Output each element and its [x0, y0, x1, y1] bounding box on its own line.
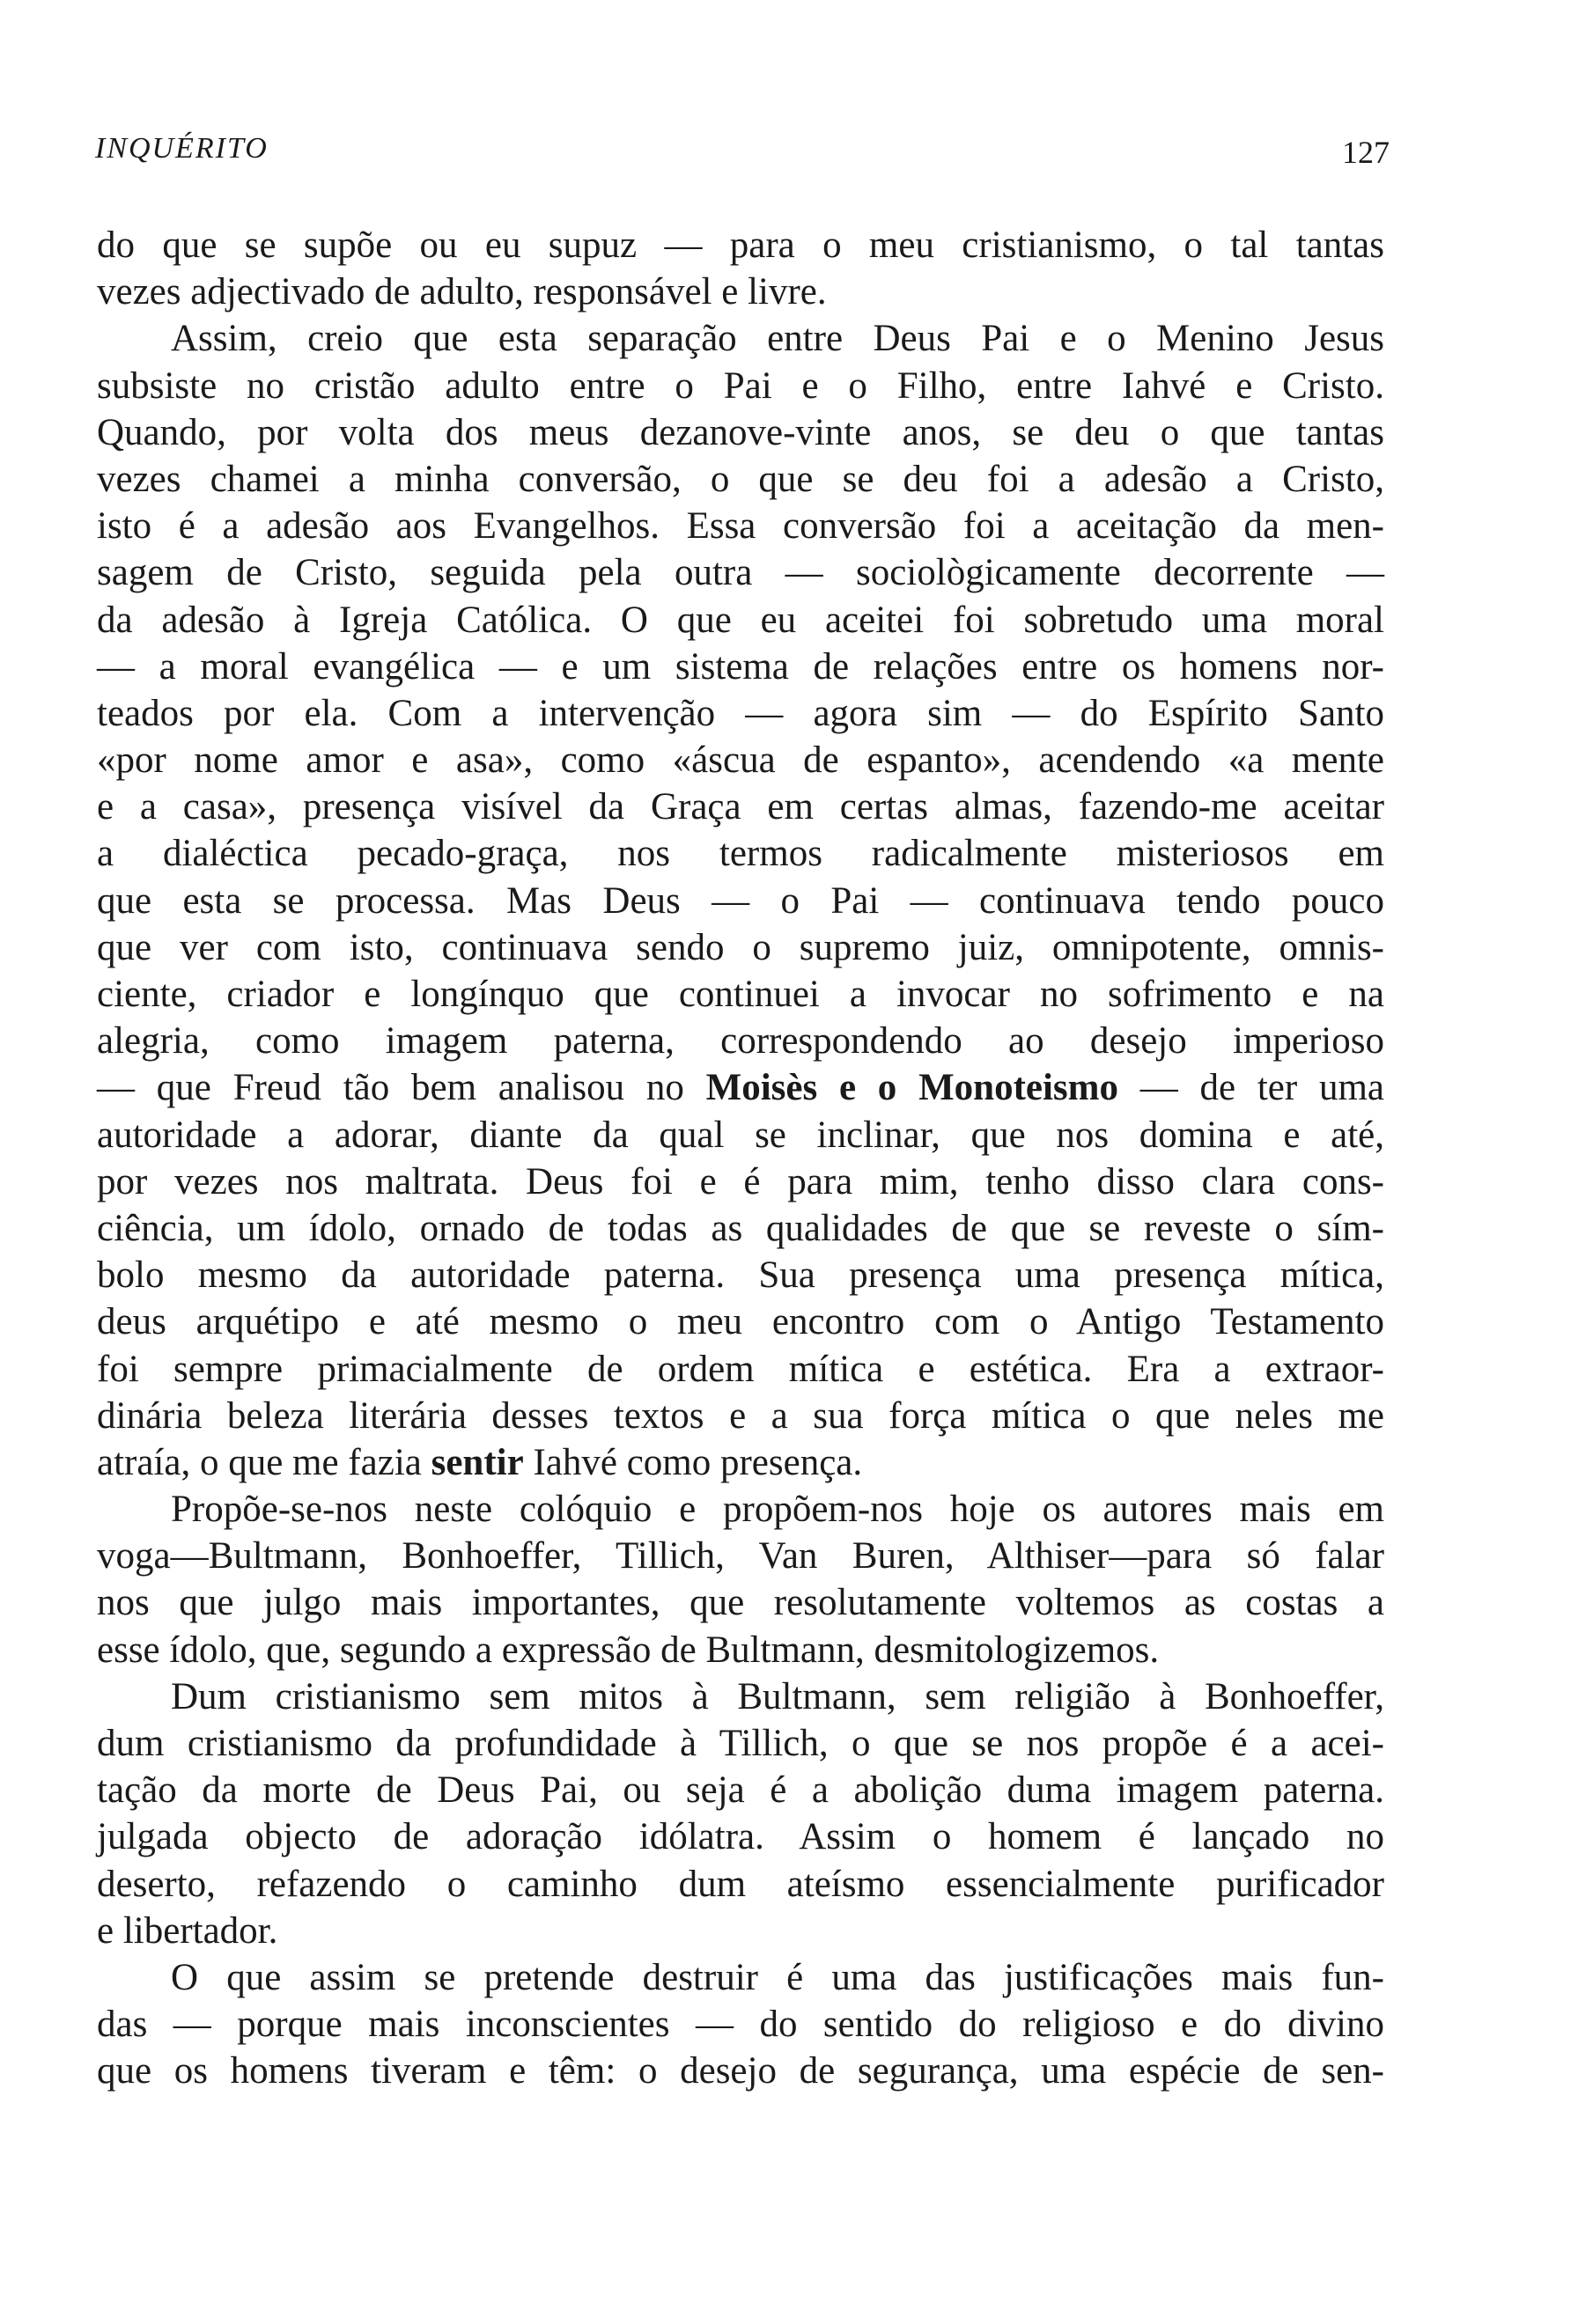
text-line: vezes adjectivado de adulto, responsável e livre.	[97, 271, 827, 313]
text-line: alegria, como imagem paterna, correspondendo ao desejo imperioso	[97, 1020, 1384, 1063]
text-line: deus arquétipo e até mesmo o meu encontro com o Antigo Testamento	[97, 1301, 1384, 1343]
text-line: da adesão à Igreja Católica. O que eu aceitei foi sobretudo uma moral	[97, 599, 1384, 641]
text-line: e a casa», presença visível da Graça em certas almas, fazendo-me aceitar	[97, 786, 1384, 828]
text-line: O que assim se pretende destruir é uma das justificações mais fun-	[171, 1956, 1384, 1998]
text-line: «por nome amor e asa», como «áscua de espanto», acendendo «a mente	[97, 739, 1384, 782]
text-line: teados por ela. Com a intervenção — agora sim — do Espírito Santo	[97, 692, 1384, 734]
text-line: julgada objecto de adoração idólatra. Assim o homem é lançado no	[97, 1816, 1384, 1858]
text-line-with-title	[97, 1064, 1384, 1111]
text-line: foi sempre primacialmente de ordem mítica e estética. Era a extraor-	[97, 1348, 1384, 1390]
text-line: — a moral evangélica — e um sistema de relações entre os homens nor-	[97, 645, 1384, 688]
text-line: por vezes nos maltrata. Deus foi e é para mim, tenho disso clara cons-	[97, 1160, 1384, 1202]
text-line: esse ídolo, que, segundo a expressão de Bultmann, desmitologizemos.	[97, 1629, 1160, 1671]
text-line: dinária beleza literária desses textos e a sua força mítica o que neles me	[97, 1394, 1384, 1437]
text-line: deserto, refazendo o caminho dum ateísmo essencialmente purificador	[97, 1863, 1384, 1905]
text-line: tação da morte de Deus Pai, ou seja é a abolição duma imagem paterna.	[97, 1769, 1384, 1812]
text-line: ciência, um ídolo, ornado de todas as qualidades de que se reveste o sím-	[97, 1207, 1384, 1249]
text-line: Dum cristianismo sem mitos à Bultmann, sem religião à Bonhoeffer,	[171, 1675, 1384, 1717]
text-line: ciente, criador e longínquo que continuei a invocar no sofrimento e na	[97, 974, 1384, 1015]
text-line: que esta se processa. Mas Deus — o Pai — continuava tendo pouco	[97, 879, 1384, 922]
text-line: que os homens tiveram e têm: o desejo de segurança, uma espécie de sen-	[97, 2050, 1384, 2092]
text-line: nos que julgo mais importantes, que resolutamente voltemos as costas a	[97, 1582, 1384, 1624]
text-run: — que Freud tão bem analisou no	[97, 1067, 706, 1109]
text-line: das — porque mais inconscientes — do sentido do religioso e do divino	[97, 2004, 1384, 2046]
text-line: dum cristianismo da profundidade à Tillich, o que se nos propõe é a acei-	[97, 1723, 1384, 1764]
running-head	[95, 132, 1390, 185]
text-line: isto é a adesão aos Evangelhos. Essa conversão foi a aceitação da men-	[97, 505, 1384, 548]
text-line: voga—Bultmann, Bonhoeffer, Tillich, Van Buren, Althiser—para só falar	[97, 1535, 1384, 1578]
text-run: — de ter uma	[1117, 1067, 1384, 1109]
page-number: 127	[1342, 135, 1390, 170]
text-line: Assim, creio que esta separação entre Deus Pai e o Menino Jesus	[171, 318, 1384, 360]
text-run: atraía, o que me fazia	[97, 1441, 431, 1483]
text-line: sagem de Cristo, seguida pela outra — sociològicamente decorrente —	[97, 552, 1384, 594]
emphasis: sentir	[431, 1441, 524, 1483]
text-line: subsiste no cristão adulto entre o Pai e o Filho, entre Iahvé e Cristo.	[97, 364, 1384, 407]
text-line: a dialéctica pecado-graça, nos termos radicalmente misteriosos em	[97, 833, 1384, 875]
text-line: autoridade a adorar, diante da qual se inclinar, que nos domina e até,	[97, 1114, 1384, 1156]
text-line: e libertador.	[97, 1909, 278, 1952]
text-line-with-emphasis	[97, 1439, 1384, 1486]
text-line: que ver com isto, continuava sendo o supremo juiz, omnipotente, omnis-	[97, 926, 1384, 968]
text-line: Quando, por volta dos meus dezanove-vinte anos, se deu o que tantas	[97, 411, 1384, 453]
text-line: Propõe-se-nos neste colóquio e propõem-nos hoje os autores mais em	[171, 1489, 1384, 1531]
body-text	[97, 222, 1384, 2095]
text-run: Iahvé como presença.	[523, 1441, 863, 1483]
running-head-title: INQUÉRITO	[95, 132, 269, 165]
book-title: Moisès e o Monoteismo	[705, 1067, 1118, 1109]
text-line: do que se supõe ou eu supuz — para o meu cristianismo, o tal tantas	[97, 224, 1384, 266]
text-line: vezes chamei a minha conversão, o que se deu foi a adesão a Cristo,	[97, 458, 1384, 500]
text-line: bolo mesmo da autoridade paterna. Sua presença uma presença mítica,	[97, 1254, 1384, 1297]
